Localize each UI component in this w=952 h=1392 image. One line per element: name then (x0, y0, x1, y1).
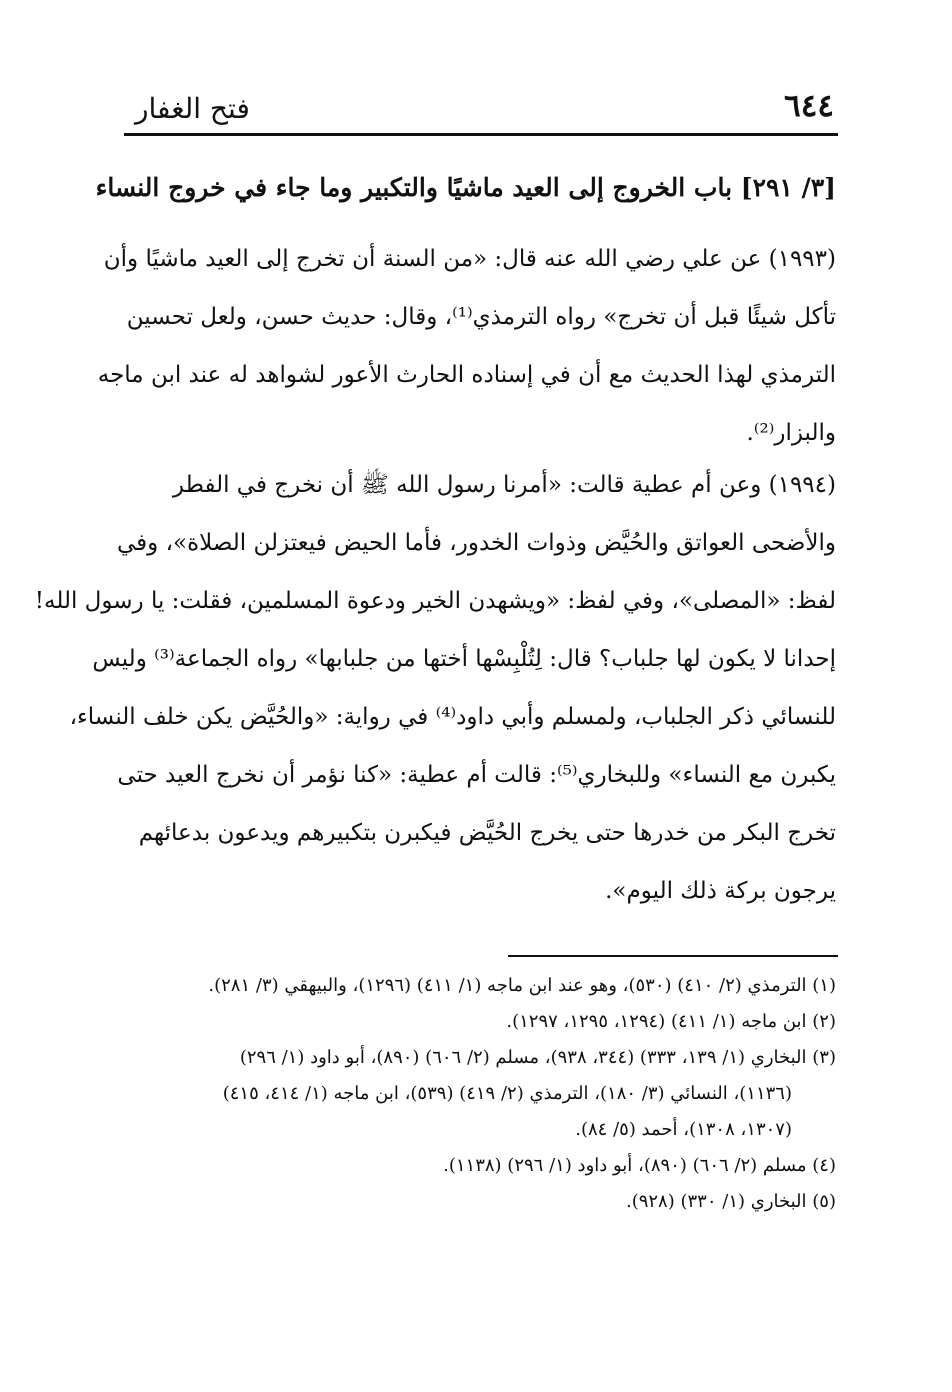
footnote-2: (٢) ابن ماجه (١/ ٤١١) (١٢٩٤، ١٢٩٥، ١٢٩٧). (506, 1011, 836, 1032)
footnote-3-cont-1: (١١٣٦)، النسائي (٣/ ١٨٠)، الترمذي (٢/ ٤١٩) (٥٣٩)، ابن ماجه (١/ ٤١٤، ٤١٥) (222, 1083, 792, 1104)
running-title: فتح الغفار (135, 92, 250, 125)
footnote-5: (٥) البخاري (١/ ٣٣٠) (٩٢٨). (625, 1191, 836, 1212)
hadith-1994-line-1: (١٩٩٤) وعن أم عطية قالت: «أمرنا رسول الله ﷺ أن نخرج في الفطر (172, 472, 836, 498)
page-number: ٦٤٤ (784, 88, 834, 124)
footnote-3-cont-2: (١٣٠٧، ١٣٠٨)، أحمد (٥/ ٨٤). (575, 1119, 792, 1140)
hadith-1993-line-3: الترمذي لهذا الحديث مع أن في إسناده الحارث الأعور لشواهد له عند ابن ماجه (97, 362, 836, 388)
header-rule (124, 133, 838, 136)
hadith-1994-line-6: يكبرن مع النساء» وللبخاري⁽⁵⁾: قالت أم عطية: «كنا نؤمر أن نخرج العيد حتى (117, 762, 836, 788)
footnotes (124, 968, 836, 1220)
hadith-1994-line-4: إحدانا لا يكون لها جلباب؟ قال: لِتُلْبِسْها أختها من جلبابها» رواه الجماعة⁽³⁾ وليس (92, 646, 836, 672)
footnote-4: (٤) مسلم (٢/ ٦٠٦) (٨٩٠)، أبو داود (١/ ٢٩٦) (١١٣٨). (443, 1155, 836, 1176)
hadith-1994-line-2: والأضحى العواتق والحُيَّض وذوات الخدور، فأما الحيض فيعتزلن الصلاة»، وفي (117, 530, 836, 556)
footnote-3: (٣) البخاري (١/ ١٣٩، ٣٣٣) (٣٤٤، ٩٣٨)، مسلم (٢/ ٦٠٦) (٨٩٠)، أبو داود (١/ ٢٩٦) (239, 1047, 836, 1068)
hadith-1994-line-5: للنسائي ذكر الجلباب، ولمسلم وأبي داود⁽⁴⁾ في رواية: «والحُيَّض يكن خلف النساء، (69, 704, 836, 730)
chapter-heading (95, 170, 836, 206)
footnote-1: (١) الترمذي (٢/ ٤١٠) (٥٣٠)، وهو عند ابن ماجه (١/ ٤١١) (١٢٩٦)، والبيهقي (٣/ ٢٨١). (208, 975, 836, 996)
hadith-1993-line-2: تأكل شيئًا قبل أن تخرج» رواه الترمذي⁽¹⁾، وقال: حديث حسن، ولعل تحسين (126, 304, 836, 330)
hadith-1994-line-7: تخرج البكر من خدرها حتى يخرج الحُيَّض فيكبرن بتكبيرهم ويدعون بدعائهم (138, 820, 836, 846)
hadith-1993-line-1: (١٩٩٣) عن علي رضي الله عنه قال: «من السنة أن تخرج إلى العيد ماشيًا وأن (103, 246, 836, 272)
hadith-1994-line-8: يرجون بركة ذلك اليوم». (605, 878, 836, 904)
chapter-heading-text: [٣/ ٢٩١] باب الخروج إلى العيد ماشيًا والتكبير وما جاء في خروج النساء (95, 173, 836, 202)
footnote-separator (508, 955, 838, 957)
hadith-1994 (34, 456, 836, 920)
hadith-1993 (97, 230, 836, 462)
hadith-1993-line-4: والبزار⁽²⁾. (746, 420, 836, 446)
hadith-1994-line-3: لفظ: «المصلى»، وفي لفظ: «ويشهدن الخير ودعوة المسلمين، فقلت: يا رسول الله! (34, 588, 836, 614)
